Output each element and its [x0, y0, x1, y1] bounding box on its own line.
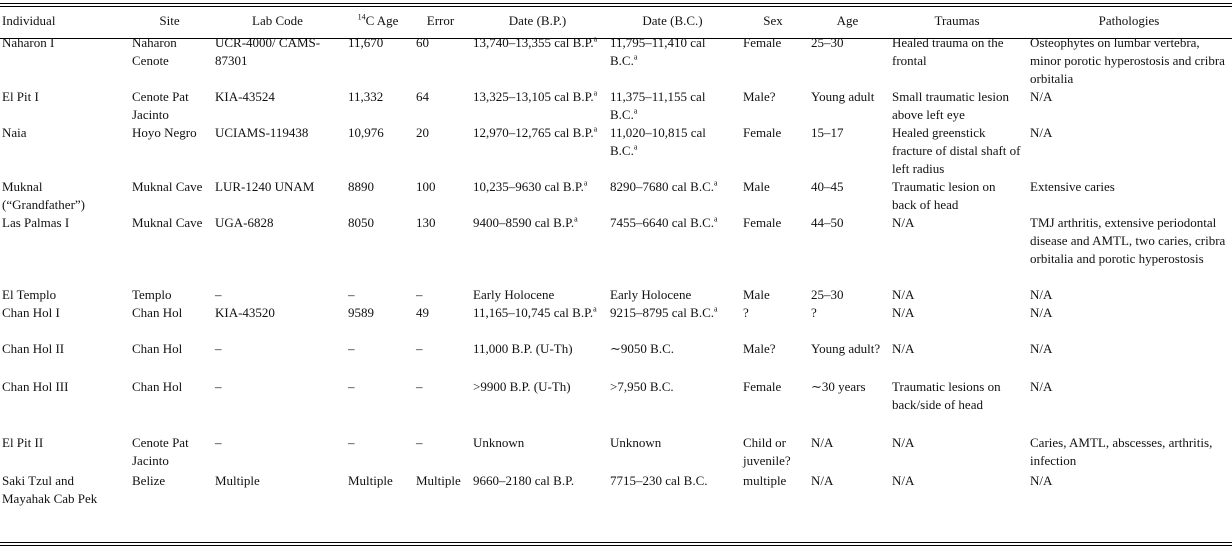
cell-pathologies [1026, 340, 1232, 378]
cell-site [128, 124, 211, 178]
cell-text: N/A [811, 473, 834, 488]
cell-text: Unknown [610, 435, 662, 450]
cell-text: ∼30 years [811, 379, 866, 394]
cell-text: 9400–8590 cal B.P. [473, 215, 575, 230]
cell-c14 [344, 434, 412, 472]
cell-traumas [888, 124, 1026, 178]
footnote-mark: a [593, 34, 598, 44]
cell-text: 11,000 B.P. (U-Th) [473, 341, 573, 356]
cell-text: Multiple [215, 473, 260, 488]
cell-text: TMJ arthritis, extensive periodontal disease and AMTL, two caries, cribra orbitalia and porotic hyperostosis [1030, 215, 1226, 266]
cell-text: – [215, 287, 222, 302]
cell-text: N/A [892, 473, 915, 488]
cell-text: Female [743, 215, 782, 230]
cell-site [128, 88, 211, 124]
cell-date-bc [606, 178, 739, 214]
cell-site [128, 434, 211, 472]
cell-text: Chan Hol III [2, 379, 69, 394]
cell-date-bp [469, 434, 606, 472]
cell-text: Saki Tzul and Mayahak Cab Pek [2, 473, 98, 506]
cell-date-bc [606, 304, 739, 340]
cell-text: UGA-6828 [215, 215, 274, 230]
top-rule-2 [0, 6, 1232, 7]
cell-individual [0, 286, 128, 304]
col-header-pathologies: Pathologies [1098, 13, 1160, 28]
cell-age [807, 34, 888, 88]
table-row [0, 286, 1232, 304]
cell-text: Muknal Cave [132, 215, 203, 230]
cell-date-bp [469, 286, 606, 304]
cell-text: 12,970–12,765 cal B.P. [473, 125, 594, 140]
cell-individual [0, 304, 128, 340]
cell-text: N/A [1030, 89, 1053, 104]
cell-text: 13,740–13,355 cal B.P. [473, 35, 594, 50]
cell-text: Chan Hol I [2, 305, 60, 320]
cell-text: >9900 B.P. (U-Th) [473, 379, 571, 394]
cell-text: KIA-43524 [215, 89, 275, 104]
cell-individual [0, 34, 128, 88]
cell-text: N/A [892, 287, 915, 302]
cell-c14 [344, 472, 412, 508]
cell-lab-code [211, 88, 344, 124]
c14-superscript: 14 [357, 12, 366, 22]
cell-individual [0, 472, 128, 508]
cell-text: El Templo [2, 287, 57, 302]
cell-date-bp [469, 214, 606, 286]
cell-text: N/A [892, 341, 915, 356]
cell-date-bc [606, 124, 739, 178]
table-row [0, 178, 1232, 214]
cell-text: Child or juvenile? [743, 435, 791, 468]
cell-lab-code [211, 472, 344, 508]
col-header-date-bc: Date (B.C.) [642, 13, 703, 28]
cell-text: N/A [1030, 287, 1053, 302]
table-row [0, 378, 1232, 434]
cell-pathologies [1026, 286, 1232, 304]
cell-text: Female [743, 125, 782, 140]
cell-site [128, 378, 211, 434]
cell-text: Chan Hol [132, 305, 183, 320]
cell-text: ∼9050 B.C. [610, 341, 674, 356]
cell-traumas [888, 472, 1026, 508]
col-header-traumas: Traumas [934, 13, 980, 28]
cell-date-bc [606, 378, 739, 434]
cell-text: UCR-4000/ CAMS-87301 [215, 35, 321, 68]
cell-c14 [344, 178, 412, 214]
cell-date-bp [469, 304, 606, 340]
cell-error [412, 34, 469, 88]
cell-c14 [344, 34, 412, 88]
cell-individual [0, 378, 128, 434]
cell-text: ? [811, 305, 817, 320]
cell-text: N/A [892, 435, 915, 450]
cell-error [412, 304, 469, 340]
cell-text: El Pit II [2, 435, 44, 450]
cell-error [412, 286, 469, 304]
cell-error [412, 472, 469, 508]
cell-text: Traumatic lesion on back of head [892, 179, 996, 212]
cell-age [807, 434, 888, 472]
cell-age [807, 178, 888, 214]
cell-date-bp [469, 88, 606, 124]
cell-traumas [888, 340, 1026, 378]
cell-text: – [416, 287, 423, 302]
cell-date-bc [606, 340, 739, 378]
cell-text: 44–50 [811, 215, 844, 230]
cell-text: 9589 [348, 305, 374, 320]
cell-text: 64 [416, 89, 429, 104]
cell-text: 11,375–11,155 cal B.C. [610, 89, 706, 122]
cell-text: Female [743, 379, 782, 394]
cell-text: 8050 [348, 215, 374, 230]
cell-text: Muknal (“Grandfather”) [2, 179, 85, 212]
footnote-mark: a [714, 178, 718, 188]
cell-lab-code [211, 340, 344, 378]
footnote-mark: a [593, 124, 598, 134]
cell-age [807, 88, 888, 124]
cell-pathologies [1026, 378, 1232, 434]
cell-error [412, 214, 469, 286]
cell-lab-code [211, 124, 344, 178]
cell-text: Chan Hol [132, 341, 183, 356]
c14-label: C Age [365, 13, 399, 28]
cell-c14 [344, 340, 412, 378]
cell-text: 9215–8795 cal B.C. [610, 305, 714, 320]
cell-text: LUR-1240 UNAM [215, 179, 315, 194]
cell-c14 [344, 124, 412, 178]
cell-site [128, 340, 211, 378]
cell-text: 11,165–10,745 cal B.P. [473, 305, 594, 320]
cell-text: Chan Hol [132, 379, 183, 394]
cell-text: >7,950 B.C. [610, 379, 674, 394]
cell-traumas [888, 434, 1026, 472]
cell-text: – [348, 287, 355, 302]
cell-text: 11,332 [348, 89, 384, 104]
cell-text: 7455–6640 cal B.C. [610, 215, 714, 230]
col-header-age: Age [836, 13, 859, 28]
cell-text: Multiple [416, 473, 461, 488]
col-header-lab-code: Lab Code [252, 13, 303, 28]
cell-text: Hoyo Negro [132, 125, 197, 140]
cell-text: Caries, AMTL, abscesses, arthritis, infection [1030, 435, 1213, 468]
cell-c14 [344, 378, 412, 434]
cell-text: Naia [2, 125, 27, 140]
cell-text: Male [743, 287, 770, 302]
cell-text: – [215, 379, 222, 394]
cell-date-bp [469, 34, 606, 88]
cell-text: Templo [132, 287, 172, 302]
cell-age [807, 378, 888, 434]
cell-text: Male [743, 179, 770, 194]
cell-text: Young adult [811, 89, 875, 104]
cell-text: 11,670 [348, 35, 384, 50]
cell-pathologies [1026, 434, 1232, 472]
cell-text: Extensive caries [1030, 179, 1115, 194]
footnote-mark: a [633, 142, 638, 152]
cell-text: multiple [743, 473, 787, 488]
cell-individual [0, 124, 128, 178]
cell-text: – [215, 341, 222, 356]
cell-text: – [348, 341, 355, 356]
cell-c14 [344, 304, 412, 340]
cell-text: Multiple [348, 473, 393, 488]
cell-text: Unknown [473, 435, 525, 450]
cell-text: – [416, 341, 423, 356]
table-row [0, 434, 1232, 472]
table-row [0, 304, 1232, 340]
cell-text: 7715–230 cal B.C. [610, 473, 708, 488]
cell-text: 25–30 [811, 287, 844, 302]
cell-text: KIA-43520 [215, 305, 275, 320]
footnote-mark: a [714, 304, 718, 314]
cell-text: Early Holocene [473, 287, 555, 302]
cell-error [412, 378, 469, 434]
cell-text: UCIAMS-119438 [215, 125, 309, 140]
cell-individual [0, 340, 128, 378]
cell-lab-code [211, 378, 344, 434]
cell-text: N/A [1030, 379, 1053, 394]
col-header-site: Site [159, 13, 180, 28]
cell-text: N/A [892, 215, 915, 230]
cell-sex [739, 124, 807, 178]
cell-text: 10,235–9630 cal B.P. [473, 179, 584, 194]
cell-date-bc [606, 34, 739, 88]
cell-traumas [888, 378, 1026, 434]
footnote-mark: a [593, 88, 598, 98]
cell-pathologies [1026, 178, 1232, 214]
table-row [0, 34, 1232, 88]
cell-error [412, 340, 469, 378]
cell-text: – [416, 435, 423, 450]
cell-text: Healed greenstick fracture of distal shaft of left radius [892, 125, 1021, 176]
cell-c14 [344, 286, 412, 304]
cell-sex [739, 178, 807, 214]
cell-sex [739, 214, 807, 286]
header-row [0, 12, 1232, 34]
cell-text: 10,976 [348, 125, 384, 140]
table-row [0, 124, 1232, 178]
bottom-rule-2 [0, 545, 1232, 546]
cell-individual [0, 214, 128, 286]
cell-text: Healed trauma on the frontal [892, 35, 1004, 68]
cell-pathologies [1026, 88, 1232, 124]
cell-traumas [888, 178, 1026, 214]
cell-text: N/A [1030, 473, 1053, 488]
cell-site [128, 286, 211, 304]
cell-sex [739, 434, 807, 472]
footnote-mark: a [633, 106, 638, 116]
cell-date-bc [606, 434, 739, 472]
cell-text: N/A [1030, 305, 1053, 320]
cell-text: – [348, 435, 355, 450]
cell-site [128, 472, 211, 508]
cell-text: Cenote Pat Jacinto [132, 435, 189, 468]
cell-pathologies [1026, 304, 1232, 340]
cell-traumas [888, 304, 1026, 340]
cell-text: Naharon I [2, 35, 55, 50]
cell-sex [739, 88, 807, 124]
cell-text: 8290–7680 cal B.C. [610, 179, 714, 194]
footnote-mark: a [633, 52, 638, 62]
cell-date-bp [469, 340, 606, 378]
footnote-mark: a [574, 214, 578, 224]
bottom-rule [0, 542, 1232, 543]
cell-site [128, 214, 211, 286]
cell-text: Traumatic lesions on back/side of head [892, 379, 1001, 412]
cell-text: 100 [416, 179, 436, 194]
cell-pathologies [1026, 124, 1232, 178]
cell-text: El Pit I [2, 89, 39, 104]
col-header-c14-age [344, 12, 412, 34]
cell-text: 130 [416, 215, 436, 230]
cell-text: 49 [416, 305, 429, 320]
cell-text: – [348, 379, 355, 394]
cell-text: Chan Hol II [2, 341, 65, 356]
cell-text: Cenote Pat Jacinto [132, 89, 189, 122]
cell-text: – [416, 379, 423, 394]
cell-c14 [344, 214, 412, 286]
cell-site [128, 178, 211, 214]
cell-text: Las Palmas I [2, 215, 70, 230]
cell-text: Young adult? [811, 341, 881, 356]
cell-individual [0, 434, 128, 472]
cell-lab-code [211, 214, 344, 286]
cell-traumas [888, 34, 1026, 88]
cell-sex [739, 304, 807, 340]
cell-age [807, 304, 888, 340]
cell-lab-code [211, 286, 344, 304]
cell-text: N/A [1030, 125, 1053, 140]
cell-text: Small traumatic lesion above left eye [892, 89, 1009, 122]
cell-traumas [888, 214, 1026, 286]
col-header-date-bp: Date (B.P.) [508, 13, 567, 28]
cell-text: 15–17 [811, 125, 844, 140]
cell-date-bc [606, 214, 739, 286]
table-row [0, 88, 1232, 124]
cell-text: Male? [743, 341, 776, 356]
cell-lab-code [211, 34, 344, 88]
footnote-mark: a [583, 178, 588, 188]
cell-age [807, 340, 888, 378]
cell-text: 40–45 [811, 179, 844, 194]
cell-c14 [344, 88, 412, 124]
cell-text: N/A [1030, 341, 1053, 356]
footnote-mark: a [593, 304, 597, 314]
cell-text: Male? [743, 89, 776, 104]
cell-text: 13,325–13,105 cal B.P. [473, 89, 594, 104]
cell-sex [739, 378, 807, 434]
cell-text: 60 [416, 35, 429, 50]
col-header-error: Error [426, 13, 455, 28]
cell-pathologies [1026, 214, 1232, 286]
cell-date-bp [469, 178, 606, 214]
top-rule [0, 3, 1232, 4]
cell-date-bc [606, 286, 739, 304]
cell-traumas [888, 286, 1026, 304]
cell-text: – [215, 435, 222, 450]
col-header-individual: Individual [2, 13, 56, 28]
table-row [0, 472, 1232, 508]
cell-text: Osteophytes on lumbar vertebra, minor porotic hyperostosis and cribra orbitalia [1030, 35, 1225, 86]
cell-site [128, 304, 211, 340]
cell-age [807, 214, 888, 286]
cell-text: N/A [811, 435, 834, 450]
skeletal-remains-table [0, 12, 1232, 508]
cell-text: 8890 [348, 179, 374, 194]
cell-individual [0, 88, 128, 124]
table-row [0, 214, 1232, 286]
cell-text: Naharon Cenote [132, 35, 177, 68]
table-body [0, 34, 1232, 508]
cell-date-bp [469, 124, 606, 178]
cell-sex [739, 340, 807, 378]
cell-site [128, 34, 211, 88]
cell-text: N/A [892, 305, 915, 320]
cell-sex [739, 286, 807, 304]
cell-age [807, 124, 888, 178]
cell-text: 25–30 [811, 35, 844, 50]
cell-traumas [888, 88, 1026, 124]
cell-error [412, 434, 469, 472]
cell-text: 9660–2180 cal B.P. [473, 473, 575, 488]
cell-text: 11,795–11,410 cal B.C. [610, 35, 706, 68]
cell-individual [0, 178, 128, 214]
cell-error [412, 178, 469, 214]
cell-sex [739, 34, 807, 88]
cell-text: Muknal Cave [132, 179, 203, 194]
cell-error [412, 88, 469, 124]
col-header-sex: Sex [763, 13, 783, 28]
cell-date-bc [606, 472, 739, 508]
table-row [0, 340, 1232, 378]
cell-lab-code [211, 178, 344, 214]
cell-lab-code [211, 434, 344, 472]
cell-date-bp [469, 472, 606, 508]
cell-lab-code [211, 304, 344, 340]
cell-error [412, 124, 469, 178]
cell-text: 11,020–10,815 cal B.C. [610, 125, 706, 158]
cell-date-bc [606, 88, 739, 124]
cell-text: 20 [416, 125, 429, 140]
cell-sex [739, 472, 807, 508]
cell-text: Belize [132, 473, 166, 488]
cell-date-bp [469, 378, 606, 434]
cell-age [807, 286, 888, 304]
cell-text: Female [743, 35, 782, 50]
cell-pathologies [1026, 472, 1232, 508]
cell-age [807, 472, 888, 508]
cell-text: ? [743, 305, 749, 320]
footnote-mark: a [714, 214, 718, 224]
cell-text: Early Holocene [610, 287, 692, 302]
cell-pathologies [1026, 34, 1232, 88]
